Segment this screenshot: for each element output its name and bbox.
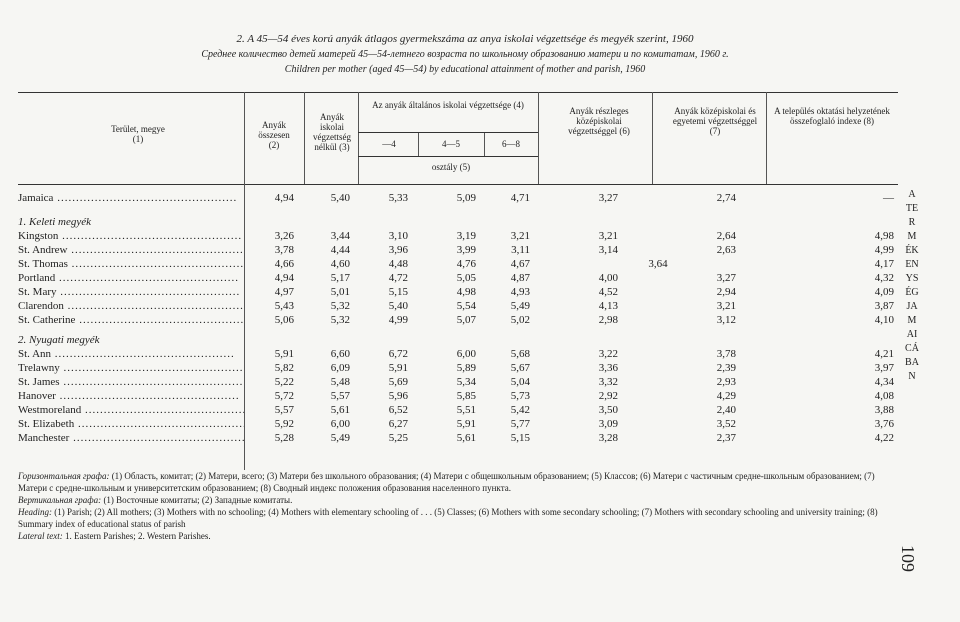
row-label: St. Ann ..... <box>18 348 244 360</box>
table-row <box>18 432 898 444</box>
table-footnotes <box>18 470 898 542</box>
title-russian: Среднее количество детей матерей 45—54-летнего возраста по школьному образованию матери и по комитатам, 1960 г. <box>201 49 729 60</box>
cell-value: 5,51 <box>456 404 476 416</box>
cell-value: 5,17 <box>330 272 350 284</box>
group-heading-east: 1. Keleti megyék <box>18 216 91 228</box>
row-label: St. Thomas ..... <box>18 258 244 270</box>
cell-value: 5,61 <box>456 432 476 444</box>
table-row <box>18 314 898 326</box>
table-row <box>18 286 898 298</box>
cell-value: 5,92 <box>274 418 294 430</box>
cell-value: 4,99 <box>388 314 408 326</box>
header-all-mothers: Anyák összesen (2) <box>258 120 290 150</box>
footnote-russian-lateral: Вертикальная графа: (1) Восточные комитаты; (2) Западные комитаты. <box>18 495 293 505</box>
cell-value: 5,32 <box>330 314 350 326</box>
cell-value: 3,78 <box>274 244 294 256</box>
divider <box>304 92 305 184</box>
cell-value: 4,97 <box>274 286 294 298</box>
cell-value: 4,94 <box>274 272 294 284</box>
row-label: Hanover ..... <box>18 390 244 402</box>
cell-value: 5,91 <box>388 362 408 374</box>
table-row <box>18 300 898 312</box>
footnote-russian-heading: Горизонтальная графа: (1) Область, комитат; (2) Матери, всего; (3) Матери без школьного образования; (4) Матери с общешкольным образованием; (5) Классов; (6) Матери с частичным средне-школьным образованием; (7) Матери с средне-школьным и университетским образованием; (8) Сводный индекс положения образования населенного пункта. <box>18 471 875 493</box>
cell-value: 5,69 <box>388 376 408 388</box>
cell-value: 4,21 <box>874 348 894 360</box>
table-titles <box>80 32 850 77</box>
cell-value: 3,11 <box>511 244 530 256</box>
page-number: 109 <box>898 545 918 572</box>
cell-value: 5,89 <box>456 362 476 374</box>
cell-value: 3,88 <box>874 404 894 416</box>
cell-value: 4,67 <box>510 258 530 270</box>
cell-value: 4,10 <box>874 314 894 326</box>
cell-value: 3,50 <box>598 404 618 416</box>
row-label: Westmoreland ..... <box>18 404 244 416</box>
header-grade-1: —4 <box>382 139 396 149</box>
header-no-schooling: Anyák iskolai végzettség nélkül (3) <box>313 112 351 152</box>
title-hungarian: 2. A 45—54 éves korú anyák átlagos gyermekszáma az anya iskolai végzettsége és megyék szerint, 1960 <box>236 33 694 45</box>
cell-value: 5,77 <box>510 418 530 430</box>
cell-value: 4,13 <box>598 300 618 312</box>
cell-value: 6,27 <box>388 418 408 430</box>
cell-value: 3,21 <box>598 230 618 242</box>
divider <box>484 132 485 156</box>
cell-value: 3,99 <box>456 244 476 256</box>
cell-value: 3,52 <box>716 418 736 430</box>
divider <box>538 92 539 184</box>
cell-value: 5,49 <box>510 300 530 312</box>
divider <box>652 92 653 184</box>
cell-value: 5,48 <box>330 376 350 388</box>
cell-value: 5,91 <box>456 418 476 430</box>
table-row <box>18 244 898 256</box>
row-label: Trelawny ..... <box>18 362 244 374</box>
cell-value: 5,57 <box>330 390 350 402</box>
footnote-english-heading: Heading: (1) Parish; (2) All mothers; (3) Mothers with no schooling; (4) Mothers with elementary schooling of . . . (5) Classes; (6) Mothers with some secondary schooling; (7) Mothers with secondary schooling and university training; (8) Summary index of educational status of parish <box>18 507 878 529</box>
cell-value: 3,96 <box>388 244 408 256</box>
cell-value: 3,44 <box>330 230 350 242</box>
cell-value: 5,54 <box>456 300 476 312</box>
table-row-jamaica: Jamaica ..... 4,94 5,40 5,33 5,09 4,71 3,27 2,74 — <box>18 192 898 204</box>
cell-value: 5,67 <box>510 362 530 374</box>
divider <box>358 92 359 184</box>
header-bottom-rule <box>18 184 898 185</box>
cell-value: 4,08 <box>874 390 894 402</box>
cell-value: 2,39 <box>716 362 736 374</box>
cell-value: 4,44 <box>330 244 350 256</box>
table-row <box>18 404 898 416</box>
cell-value: 5,05 <box>456 272 476 284</box>
cell-value: 4,00 <box>598 272 618 284</box>
cell-value: 4,99 <box>874 244 894 256</box>
cell-value: 4,98 <box>456 286 476 298</box>
group-heading-west: 2. Nyugati megyék <box>18 334 100 346</box>
row-label: St. Andrew ..... <box>18 244 244 256</box>
divider <box>766 92 767 184</box>
cell-value: 3,14 <box>598 244 618 256</box>
cell-value: 2,40 <box>716 404 736 416</box>
cell-value: 5,32 <box>330 300 350 312</box>
cell-value: 5,91 <box>274 348 294 360</box>
cell-value: 5,42 <box>510 404 530 416</box>
cell-value: 5,25 <box>388 432 408 444</box>
row-label: St. Elizabeth ..... <box>18 418 244 430</box>
cell-value: 5,34 <box>456 376 476 388</box>
merged-cell-value: 3,64 <box>648 258 668 270</box>
cell-value: 5,61 <box>330 404 350 416</box>
subheader-rule <box>358 132 538 133</box>
cell-value: 4,32 <box>874 272 894 284</box>
divider <box>418 132 419 156</box>
cell-value: 3,21 <box>716 300 736 312</box>
table-row <box>18 418 898 430</box>
row-label: Clarendon ..... <box>18 300 244 312</box>
cell-value: 3,09 <box>598 418 618 430</box>
cell-value: 4,66 <box>274 258 294 270</box>
cell-value: 5,15 <box>510 432 530 444</box>
row-label: Jamaica ..... <box>18 192 244 204</box>
cell-value: 5,15 <box>388 286 408 298</box>
cell-value: 4,98 <box>874 230 894 242</box>
cell-value: 4,09 <box>874 286 894 298</box>
footnote-english-lateral: Lateral text: 1. Eastern Parishes; 2. Western Parishes. <box>18 531 211 541</box>
cell-value: 6,09 <box>330 362 350 374</box>
subheader-rule <box>358 156 538 157</box>
cell-value: 5,73 <box>510 390 530 402</box>
header-summary-index: A település oktatási helyzetének összefoglaló indexe (8) <box>774 106 890 126</box>
title-english: Children per mother (aged 45—54) by educational attainment of mother and parish, 1960 <box>284 64 646 75</box>
cell-value: 4,76 <box>456 258 476 270</box>
cell-value: 5,01 <box>330 286 350 298</box>
header-area: Terület, megye (1) <box>111 124 165 144</box>
row-label: St. Mary ..... <box>18 286 244 298</box>
cell-value: 3,97 <box>874 362 894 374</box>
cell-value: 5,02 <box>510 314 530 326</box>
cell-value: 5,06 <box>274 314 294 326</box>
cell-value: 6,00 <box>456 348 476 360</box>
cell-value: 6,52 <box>388 404 408 416</box>
cell-value: 3,12 <box>716 314 736 326</box>
cell-value: 4,29 <box>716 390 736 402</box>
cell-value: 3,27 <box>716 272 736 284</box>
row-label: St. Catherine ..... <box>18 314 244 326</box>
cell-value: 2,93 <box>716 376 736 388</box>
cell-value: 2,92 <box>598 390 618 402</box>
cell-value: 4,22 <box>874 432 894 444</box>
statistics-table <box>18 92 898 470</box>
header-partial-secondary: Anyák részleges középiskolai végzettséggel (6) <box>568 106 630 136</box>
row-label: St. James ..... <box>18 376 244 388</box>
cell-value: 2,94 <box>716 286 736 298</box>
cell-value: 5,96 <box>388 390 408 402</box>
table-row <box>18 348 898 360</box>
header-elementary: Az anyák általános iskolai végzettsége (4) <box>372 100 524 110</box>
header-grade-2: 4—5 <box>442 139 460 149</box>
cell-value: 2,98 <box>598 314 618 326</box>
cell-value: 5,40 <box>388 300 408 312</box>
cell-value: 5,72 <box>274 390 294 402</box>
cell-value: 4,87 <box>510 272 530 284</box>
cell-value: 5,04 <box>510 376 530 388</box>
cell-value: 5,28 <box>274 432 294 444</box>
cell-value: 4,72 <box>388 272 408 284</box>
cell-value: 3,19 <box>456 230 476 242</box>
cell-value: 3,76 <box>874 418 894 430</box>
cell-value: 3,32 <box>598 376 618 388</box>
row-label: Manchester ..... <box>18 432 244 444</box>
header-classes: osztály (5) <box>431 162 471 172</box>
cell-value: 3,36 <box>598 362 618 374</box>
cell-value: 5,57 <box>274 404 294 416</box>
cell-value: 4,34 <box>874 376 894 388</box>
cell-value: 5,68 <box>510 348 530 360</box>
cell-value: 2,63 <box>716 244 736 256</box>
cell-value: 4,17 <box>874 258 894 270</box>
cell-value: 3,28 <box>598 432 618 444</box>
cell-value: 5,49 <box>330 432 350 444</box>
header-secondary-university: Anyák középiskolai és egyetemi végzettséggel (7) <box>672 106 758 136</box>
table-row <box>18 258 898 270</box>
row-label: Portland ..... <box>18 272 244 284</box>
cell-value: 6,60 <box>330 348 350 360</box>
table-row <box>18 230 898 242</box>
row-label: Kingston ..... <box>18 230 244 242</box>
cell-value: 3,21 <box>510 230 530 242</box>
cell-value: 5,22 <box>274 376 294 388</box>
cell-value: 5,82 <box>274 362 294 374</box>
running-head-vertical: A TERMÉKENYSÉG JAMAICÁBAN <box>905 189 919 382</box>
cell-value: 3,87 <box>874 300 894 312</box>
table-row <box>18 390 898 402</box>
cell-value: 6,00 <box>330 418 350 430</box>
cell-value: 6,72 <box>388 348 408 360</box>
cell-value: 5,07 <box>456 314 476 326</box>
table-row <box>18 376 898 388</box>
cell-value: 4,52 <box>598 286 618 298</box>
table-row <box>18 272 898 284</box>
cell-value: 4,93 <box>510 286 530 298</box>
cell-value: 3,78 <box>716 348 736 360</box>
cell-value: 5,43 <box>274 300 294 312</box>
cell-value: 3,26 <box>274 230 294 242</box>
cell-value: 5,85 <box>456 390 476 402</box>
header-grade-3: 6—8 <box>502 139 520 149</box>
cell-value: 3,10 <box>388 230 408 242</box>
table-row <box>18 362 898 374</box>
cell-value: 3,22 <box>598 348 618 360</box>
cell-value: 2,64 <box>716 230 736 242</box>
cell-value: 2,37 <box>716 432 736 444</box>
cell-value: 4,48 <box>388 258 408 270</box>
cell-value: 4,60 <box>330 258 350 270</box>
